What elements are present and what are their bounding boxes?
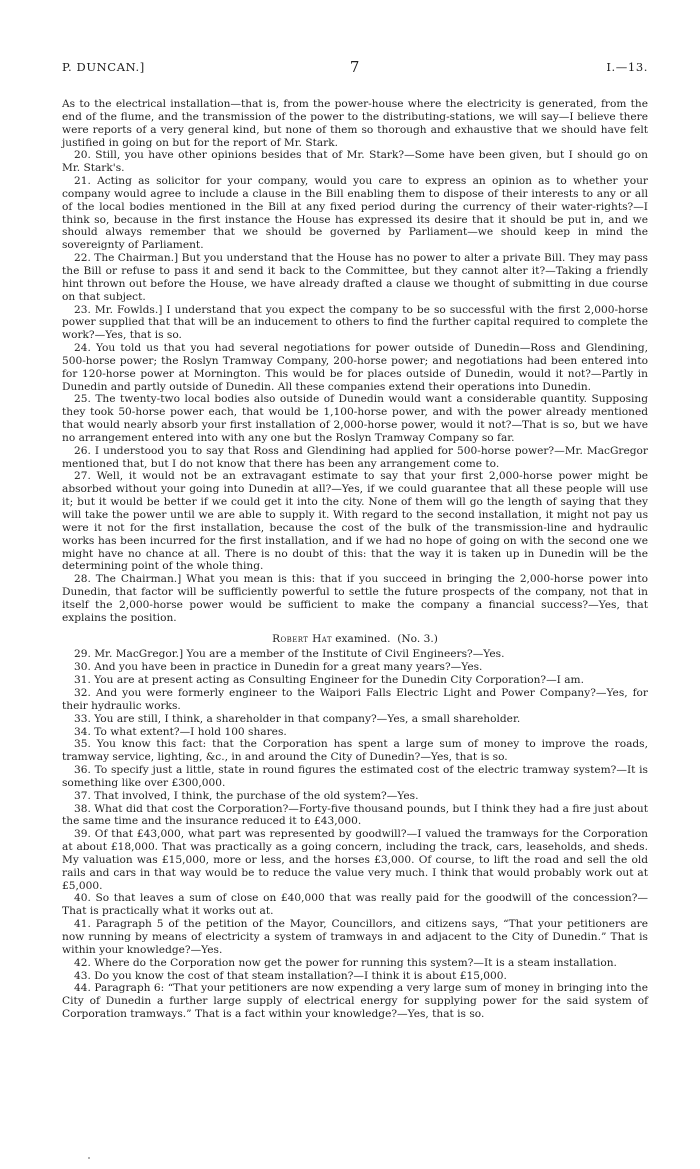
paragraph: 35. You know this fact: that the Corporation has spent a large sum of money to improve the roads, tramway service, lighting, &c., in and around the City of Dunedin?—Yes, that is so. [62,738,648,764]
paragraph: As to the electrical installation—that is, from the power-house where the electricity is generated, from the end of the flume, and the transmission of the power to the distributing-stations, we will say—I believe there were reports of a very general kind, but none of them so thorough and exhaustive that we should have felt justified in going on but for the report of Mr. Stark. [62,98,648,149]
paragraph: 42. Where do the Corporation now get the power for running this system?—It is a steam installation. [74,956,617,969]
paragraph: 34. To what extent?—I hold 100 shares. [74,725,287,738]
heading-suffix: examined. [335,632,391,645]
document-reference: I.—13. [606,60,648,74]
paragraph: 44. Paragraph 6: “That your petitioners are now expending a very large sum of money in bringing into the City of Dunedin a further large supply of electrical energy for supplying power for the said system of Corporation tramways.” That is a fact within your knowledge?—Yes, that is so. [62,982,648,1021]
paragraph: 30. And you have been in practice in Dunedin for a great many years?—Yes. [74,661,483,674]
paragraph: 21. Acting as solicitor for your company, would you care to express an opinion as to whether your company would agree to include a clause in the Bill enabling them to dispose of their interests to any or all of the local bodies mentioned in the Bill at any fixed period during the currency of their water-rights?—I think so, because in the first instance the House has expressed its desire that it should be put in, and we should always remember that we should be governed by Parliament—we should keep in mind the sovereignty of Parliament. [62,175,648,252]
paragraph: 31. You are at present acting as Consulting Engineer for the Dunedin City Corporation?—I am. [74,674,584,687]
paragraph: 38. What did that cost the Corporation?—Forty-five thousand pounds, but I think they had a fire just about the same time and the insurance reduced it to £43,000. [62,802,648,828]
paragraph: 28. The Chairman.] What you mean is this: that if you succeed in bringing the 2,000-horse power into Dunedin, that factor will be sufficiently powerful to settle the future prospects of the company, not that in itself the 2,000-horse power would be sufficient to make the company a financial success?—Yes, that explains the position. [62,573,648,624]
paragraph: 26. I understood you to say that Ross and Glendining had applied for 500-horse power?—Mr. MacGregor mentioned that, but I do not know that there has been any arrangement come to. [62,444,648,470]
paragraph: 37. That involved, I think, the purchase of the old system?—Yes. [74,789,419,802]
paragraph: 24. You told us that you had several negotiations for power outside of Dunedin—Ross and Glendining, 500-horse power; the Roslyn Tramway Company, 200-horse power; and negotiations had been entered into for 120-horse power at Mornington. This would be for places outside of Dunedin, would it not?—Partly in Dunedin and partly outside of Dunedin. All these companies extend their operations into Dunedin. [62,342,648,393]
page-number: 7 [349,58,361,76]
paragraph: 40. So that leaves a sum of close on £40,000 that was really paid for the goodwill of the concession?—That is practically what it works out at. [62,892,648,918]
scan-speck [88,1157,90,1159]
paragraph: 27. Well, it would not be an extravagant estimate to say that your first 2,000-horse power might be absorbed without your going into Dunedin at all?—Yes, if we could guarantee that all these people will use it; but it would be better if we could get it into the city. None of them will go the length of saying that they will take the power until we are able to supply it. With regard to the second installation, it might not pay us were it not for the first installation, because the cost of the bulk of the transmission-line and hydraulic works has been incurred for the first installation, and if we had no hope of going on with the second one we might have no chance at all. There is no doubt of this: that the way it is taken up in Dunedin will be the determining point of the whole thing. [62,470,648,573]
paragraph: 36. To specify just a little, state in round figures the estimated cost of the electric tramway system?—It is something like over £300,000. [62,764,648,789]
page-header [62,60,648,76]
paragraph: 25. The twenty-two local bodies also outside of Dunedin would want a considerable quantity. Supposing they took 50-horse power each, that would be 1,100-horse power, and with the power already mentioned that would nearly absorb your first installation of 2,000-horse power, would it not?—That is so, but we have no arrangement entered into with any one but the Roslyn Tramway Company so far. [62,393,648,444]
paragraph: 41. Paragraph 5 of the petition of the Mayor, Councillors, and citizens says, “That your petitioners are now running by means of electricity a system of tramways in and adjacent to the City of Dunedin.” That is within your knowledge?—Yes. [62,918,648,956]
section-heading [62,633,648,646]
page-body [62,98,648,1021]
paragraph: 20. Still, you have other opinions besides that of Mr. Stark?—Some have been given, but I should go on Mr. Stark's. [62,149,648,175]
paragraph: 23. Mr. Fowlds.] I understand that you expect the company to be so successful with the first 2,000-horse power supplied that that will be an inducement to others to find the further capital required to complete the work?—Yes, that is so. [62,303,648,342]
header-witness-name: P. DUNCAN.] [62,60,145,74]
paragraph: 32. And you were formerly engineer to the Waipori Falls Electric Light and Power Company?—Yes, for their hydraulic works. [62,686,648,712]
paragraph: 22. The Chairman.] But you understand that the House has no power to alter a private Bill. They may pass the Bill or refuse to pass it and send it back to the Committee, but they cannot alter it?—Taking a friendly hint thrown out before the House, we have already drafted a clause we thought of submitting in due course on that subject. [62,252,648,303]
paragraph: 33. You are still, I think, a shareholder in that company?—Yes, a small shareholder. [74,712,521,725]
paragraph: 29. Mr. MacGregor.] You are a member of the Institute of Civil Engineers?—Yes. [74,648,505,661]
witness-number: (No. 3.) [397,632,438,645]
witness-name: Robert Hat [272,632,332,645]
paragraph: 43. Do you know the cost of that steam installation?—I think it is about £15,000. [74,969,507,982]
paragraph: 39. Of that £43,000, what part was represented by goodwill?—I valued the tramways for the Corporation at about £18,000. That was practically as a going concern, including the track, cars, leaseholds, and sheds. My valuation was £15,000, more or less, and the horses £3,000. Of course, to lift the road and sell the old rails and cars in that way would be to reduce the value very much. I think that would probably work out at £5,000. [62,828,648,892]
